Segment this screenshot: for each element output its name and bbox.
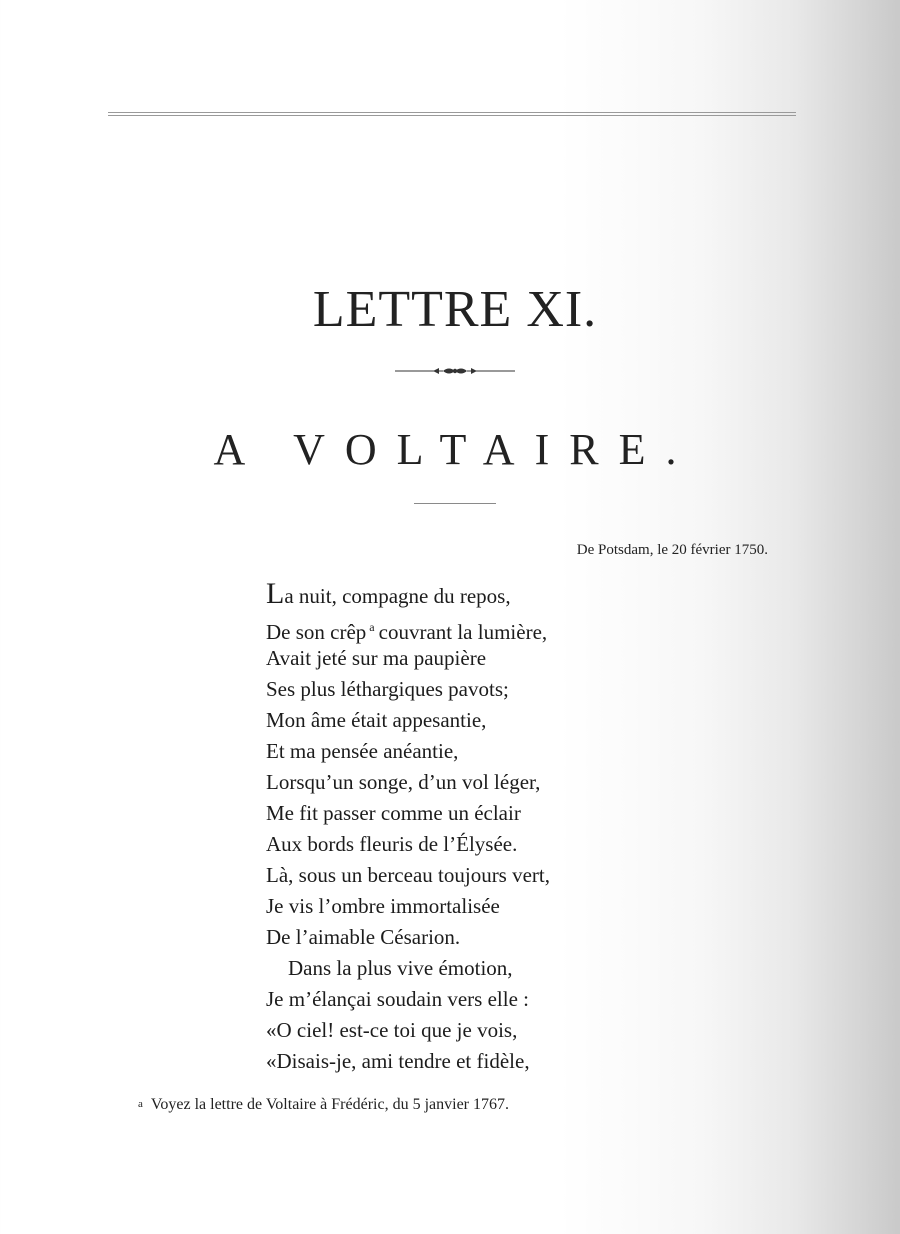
verse-line-2-after: couvrant la lumière, [378,620,548,644]
verse-line-2 [266,612,686,643]
verse-line-2-before: De son crêp [266,620,367,644]
verse-line-14: Je m’élançai soudain vers elle : [266,987,529,1011]
footnote-reference-a: a [369,620,375,634]
verse-line-12: De l’aimable Césarion. [266,925,461,949]
dateline: De Potsdam, le 20 février 1750. [576,542,768,558]
verse-line-1 [266,577,686,612]
verse-line-11: Je vis l’ombre immortalisée [266,894,500,918]
verse-line-13: Dans la plus vive émotion, [288,956,513,980]
addressee-heading: A VOLTAIRE. [213,425,697,474]
verse-line-3: Avait jeté sur ma paupière [266,646,487,670]
verse-line-7: Lorsqu’un songe, d’un vol léger, [266,770,541,794]
verse-line-6: Et ma pensée anéantie, [266,739,459,763]
verse-line-9: Aux bords fleuris de l’Élysée. [266,832,518,856]
drop-cap: L [266,577,285,610]
footnote [138,1094,509,1115]
verse-line-16: «Disais-je, ami tendre et fidèle, [266,1049,530,1073]
verse-line-4: Ses plus léthargiques pavots; [266,677,509,701]
verse-line-5: Mon âme était appesantie, [266,708,487,732]
poem-body [266,577,686,1077]
ornament-divider-icon [395,363,515,379]
footnote-marker: a [138,1098,143,1110]
short-divider-rule [414,503,496,504]
verse-line-15: «O ciel! est-ce toi que je vois, [266,1018,518,1042]
header-double-rule [108,112,796,116]
verse-line-8: Me fit passer comme un éclair [266,801,521,825]
verse-line-1-rest: a nuit, compagne du repos, [284,584,511,608]
letter-title: LETTRE XI. [312,281,598,338]
footnote-text: Voyez la lettre de Voltaire à Frédéric, du 5 janvier 1767. [150,1096,509,1113]
verse-line-10: Là, sous un berceau toujours vert, [266,863,551,887]
